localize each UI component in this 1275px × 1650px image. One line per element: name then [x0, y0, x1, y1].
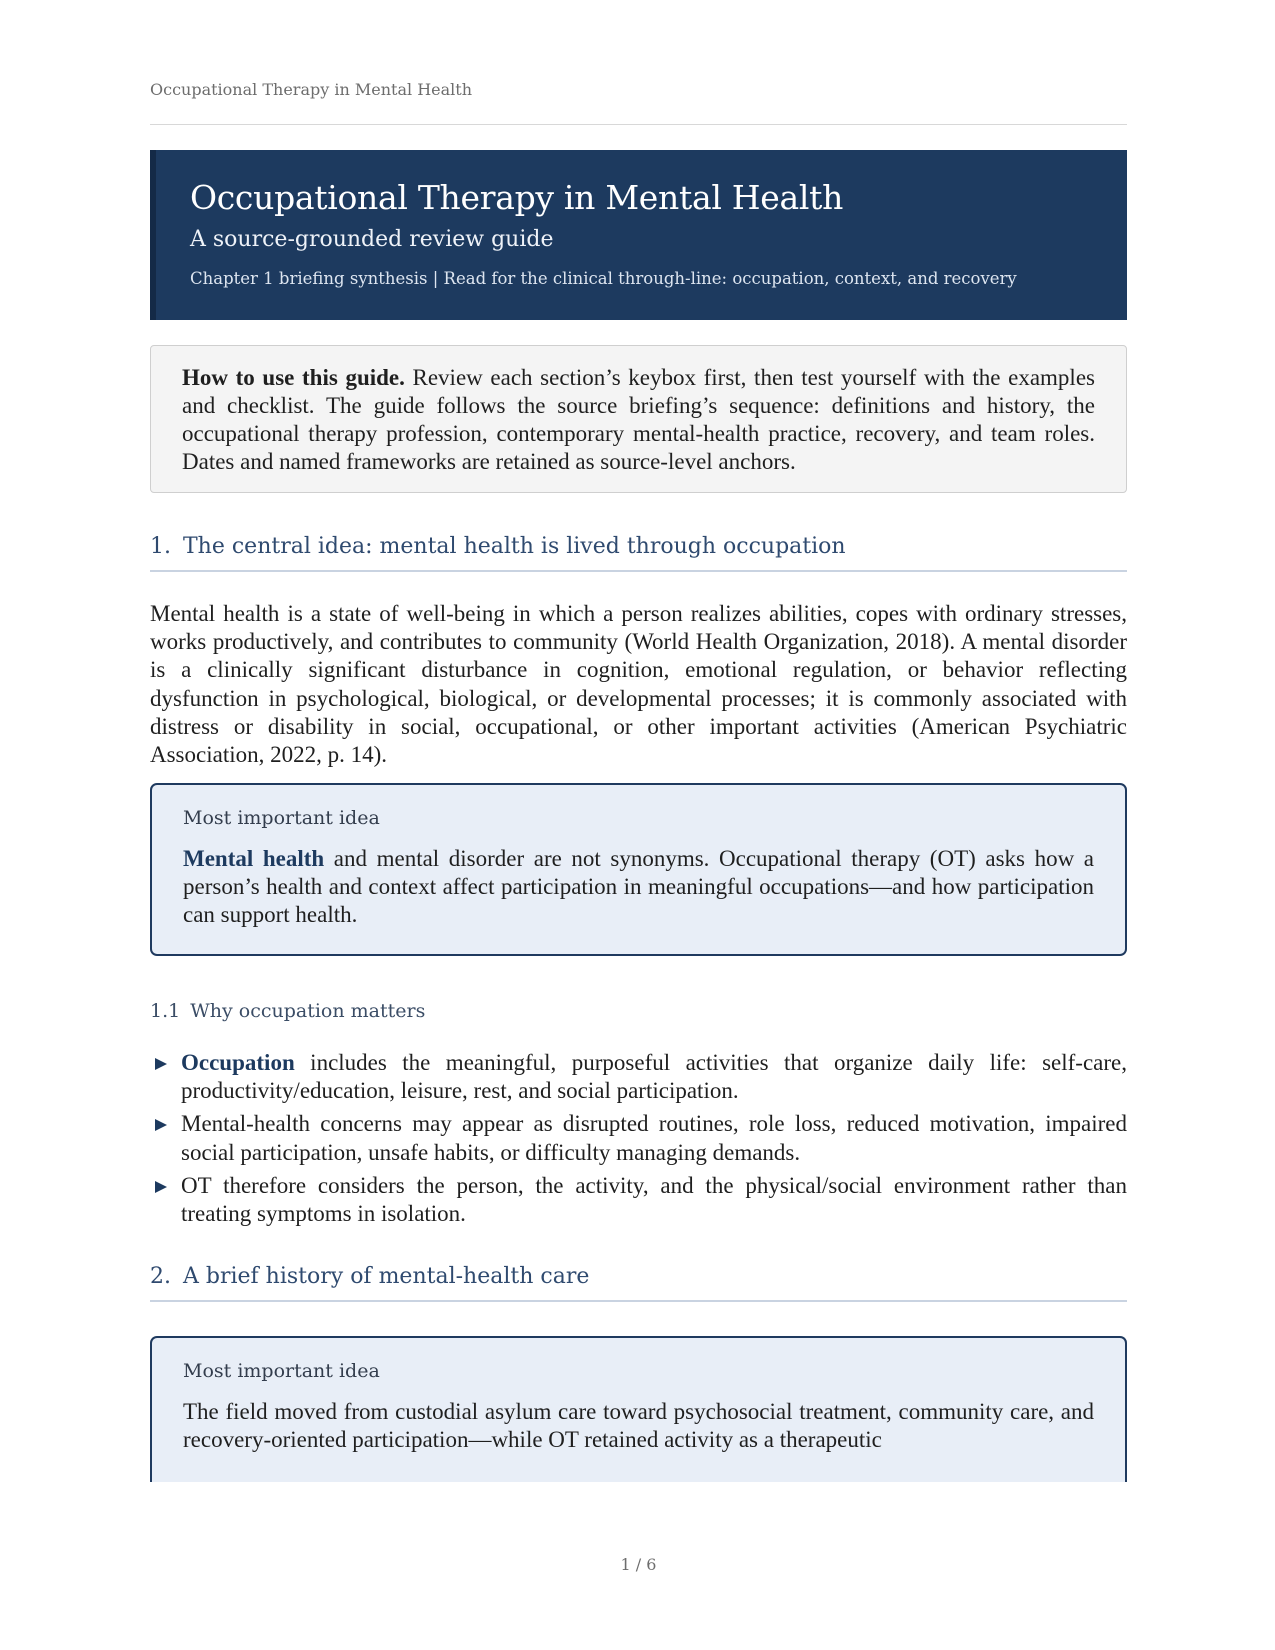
bullet-text: OT therefore considers the person, the activity, and the physical/social environment rather than treating symptoms in isolation.: [181, 1172, 1127, 1227]
how-to-text: Review each section’s keybox first, then test yourself with the examples and checklist. The guide follows the source briefing’s sequence: definitions and history, the occupational therapy profession, contemporary mental-health practice, recovery, and team roles. Dates and named frameworks are retained as source-level anchors.: [182, 365, 1095, 474]
occupation-bullet-list: [150, 1049, 1127, 1233]
running-header: Occupational Therapy in Mental Health: [150, 80, 472, 99]
list-item: [150, 1110, 1127, 1166]
bullet-text: Mental-health concerns may appear as disrupted routines, role loss, reduced motivation, impaired social participation, unsafe habits, or difficulty managing demands.: [181, 1111, 1127, 1165]
triangle-right-icon: [155, 1058, 167, 1070]
bullet-lead: Occupation: [181, 1050, 295, 1075]
header-divider: [150, 124, 1127, 125]
how-to-use-box: [150, 345, 1127, 493]
keybox-lead: Mental health: [183, 846, 325, 871]
banner-subtitle: A source-grounded review guide: [190, 227, 554, 252]
list-item: [150, 1049, 1127, 1105]
triangle-right-icon: [155, 1119, 167, 1131]
section-1-1-title: Why occupation matters: [190, 1000, 426, 1022]
section-1-number: 1.: [150, 534, 171, 559]
section-2-number: 2.: [150, 1264, 171, 1289]
section-1-1-heading: [150, 1000, 425, 1022]
banner-title: Occupational Therapy in Mental Health: [190, 178, 844, 217]
triangle-right-icon: [155, 1181, 167, 1193]
title-banner: [150, 150, 1127, 320]
keybox-title: Most important idea: [183, 807, 380, 829]
keybox-text: and mental disorder are not synonyms. Occupational therapy (OT) asks how a person’s health and context affect participation in meaningful occupations—and how participation can support health.: [183, 846, 1094, 928]
keybox-title: Most important idea: [183, 1360, 380, 1382]
section-1-title: The central idea: mental health is lived through occupation: [183, 534, 846, 559]
keybox-section-1: [150, 783, 1127, 956]
section-1-heading: [150, 532, 1127, 572]
section-2-title: A brief history of mental-health care: [183, 1264, 590, 1289]
banner-meta: Chapter 1 briefing synthesis | Read for the clinical through-line: occupation, context, and recovery: [190, 269, 1017, 288]
section-1-1-number: 1.1: [150, 1000, 181, 1022]
page-number: 1 / 6: [620, 1555, 657, 1574]
keybox-body: The field moved from custodial asylum care toward psychosocial treatment, community care, and recovery-oriented participation—while OT retained activity as a therapeutic: [183, 1399, 1094, 1453]
bullet-text: includes the meaningful, purposeful activities that organize daily life: self-care, productivity/education, leisure, rest, and social participation.: [181, 1050, 1127, 1104]
list-item: [150, 1172, 1127, 1228]
keybox-section-2: [150, 1336, 1127, 1482]
section-2-heading: [150, 1262, 1127, 1302]
document-page: [150, 0, 1127, 1650]
how-to-lead: How to use this guide.: [182, 365, 405, 390]
keybox-body: [183, 845, 1094, 930]
section-1-paragraph: Mental health is a state of well-being in which a person realizes abilities, copes with ordinary stresses, works productively, and contributes to community (World Health Organization, 2018). A mental disorder is a clinically significant disturbance in cognition, emotional regulation, or behavior reflecting dysfunction in psychological, biological, or developmental processes; it is commonly associated with distress or disability in social, occupational, or other important activities (American Psychiatric Association, 2022, p. 14).: [150, 601, 1127, 768]
